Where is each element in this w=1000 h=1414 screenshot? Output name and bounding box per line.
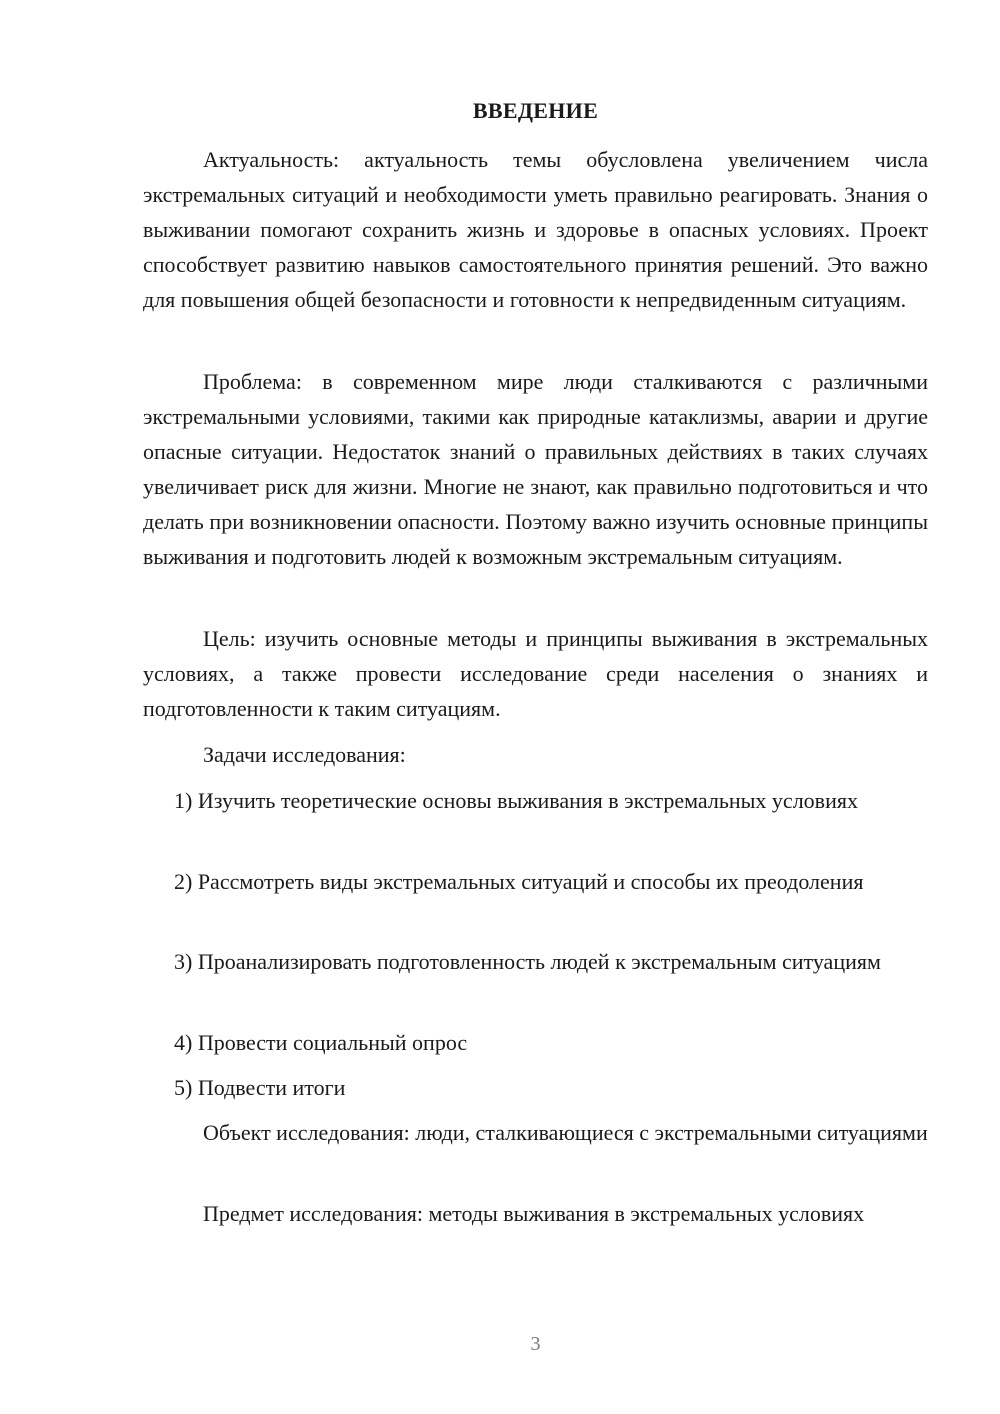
task-item-2: 2) Рассмотреть виды экстремальных ситуаций и способы их преодоления [174, 869, 864, 894]
page-title: ВВЕДЕНИЕ [472, 98, 599, 123]
task-item-3: 3) Проанализировать подготовленность людей к экстремальным ситуациям [174, 949, 881, 974]
paragraph-object: Объект исследования: люди, сталкивающиеся с экстремальными ситуациями [203, 1120, 928, 1145]
paragraph-goal: Цель: изучить основные методы и принципы выживания в экстремальных условиях, а также провести исследование среди населения о знаниях и подготовленности к таким ситуациям. [143, 626, 928, 721]
tasks-heading: Задачи исследования: [203, 742, 406, 767]
paragraph-relevance: Актуальность: актуальность темы обусловлена увеличением числа экстремальных ситуаций и необходимости уметь правильно реагировать. Знания о выживании помогают сохранить жизнь и здоровье в опасных условиях. Проект способствует развитию навыков самостоятельного принятия решений. Это важно для повышения общей безопасности и готовности к непредвиденным ситуациям. [143, 147, 928, 312]
task-item-4: 4) Провести социальный опрос [174, 1030, 468, 1055]
page-number: 3 [530, 1333, 541, 1355]
paragraph-problem: Проблема: в современном мире люди сталкиваются с различными экстремальными условиями, такими как природные катаклизмы, аварии и другие опасные ситуации. Недостаток знаний о правильных действиях в таких случаях увеличивает риск для жизни. Многие не знают, как правильно подготовиться и что делать при возникновении опасности. Поэтому важно изучить основные принципы выживания и подготовить людей к возможным экстремальным ситуациям. [143, 369, 928, 569]
task-item-1: 1) Изучить теоретические основы выживания в экстремальных условиях [174, 788, 858, 813]
task-item-5: 5) Подвести итоги [174, 1075, 346, 1100]
document-page [143, 0, 928, 1414]
paragraph-subject: Предмет исследования: методы выживания в экстремальных условиях [203, 1201, 865, 1226]
